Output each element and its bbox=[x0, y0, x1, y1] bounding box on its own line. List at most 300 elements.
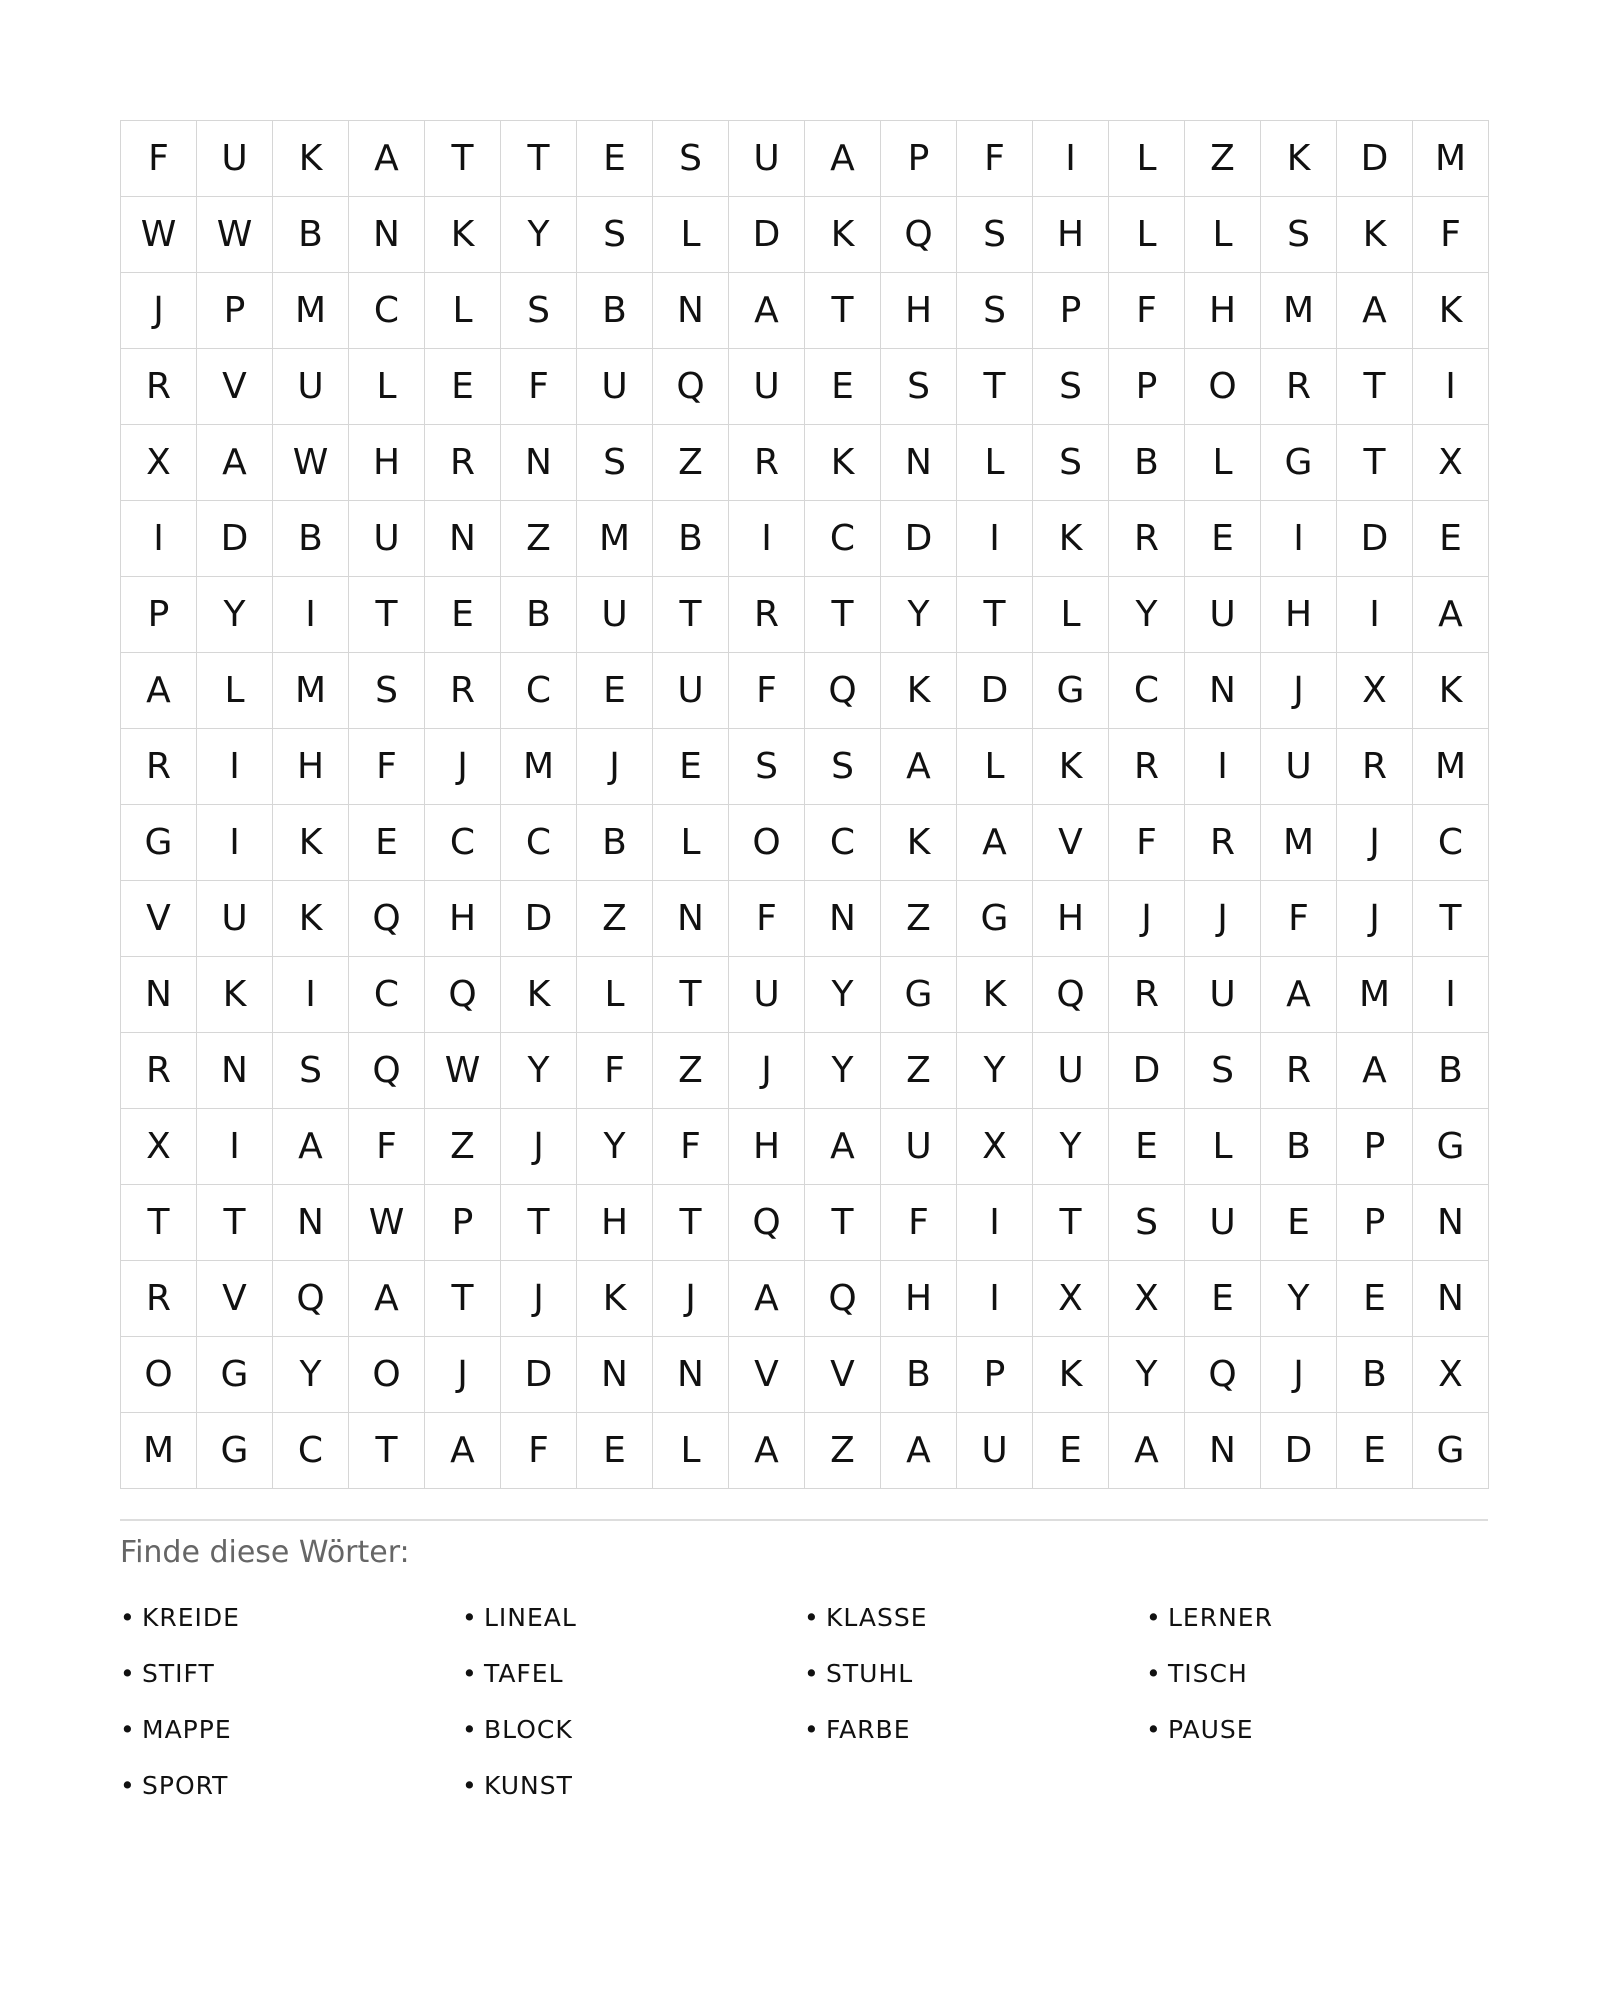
grid-cell[interactable]: C bbox=[805, 805, 881, 881]
grid-cell[interactable]: A bbox=[1337, 1033, 1413, 1109]
grid-cell[interactable]: N bbox=[121, 957, 197, 1033]
grid-cell[interactable]: N bbox=[1185, 1413, 1261, 1489]
grid-cell[interactable]: M bbox=[1413, 121, 1489, 197]
grid-cell[interactable]: G bbox=[1413, 1413, 1489, 1489]
grid-cell[interactable]: B bbox=[501, 577, 577, 653]
grid-cell[interactable]: D bbox=[881, 501, 957, 577]
grid-cell[interactable]: R bbox=[1261, 1033, 1337, 1109]
grid-cell[interactable]: E bbox=[1413, 501, 1489, 577]
grid-cell[interactable]: G bbox=[1413, 1109, 1489, 1185]
grid-cell[interactable]: Z bbox=[881, 881, 957, 957]
grid-cell[interactable]: F bbox=[1109, 273, 1185, 349]
grid-cell[interactable]: U bbox=[729, 957, 805, 1033]
grid-cell[interactable]: R bbox=[121, 1033, 197, 1109]
grid-cell[interactable]: H bbox=[577, 1185, 653, 1261]
grid-cell[interactable]: M bbox=[1261, 273, 1337, 349]
grid-cell[interactable]: S bbox=[957, 197, 1033, 273]
grid-cell[interactable]: I bbox=[957, 1185, 1033, 1261]
grid-cell[interactable]: S bbox=[881, 349, 957, 425]
grid-cell[interactable]: H bbox=[1033, 197, 1109, 273]
grid-cell[interactable]: Y bbox=[501, 1033, 577, 1109]
grid-cell[interactable]: Y bbox=[273, 1337, 349, 1413]
grid-cell[interactable]: S bbox=[349, 653, 425, 729]
grid-cell[interactable]: E bbox=[349, 805, 425, 881]
grid-cell[interactable]: A bbox=[957, 805, 1033, 881]
grid-cell[interactable]: X bbox=[121, 425, 197, 501]
grid-cell[interactable]: C bbox=[425, 805, 501, 881]
grid-cell[interactable]: F bbox=[729, 653, 805, 729]
grid-cell[interactable]: T bbox=[425, 121, 501, 197]
grid-cell[interactable]: S bbox=[273, 1033, 349, 1109]
grid-cell[interactable]: S bbox=[1033, 425, 1109, 501]
grid-cell[interactable]: N bbox=[1413, 1261, 1489, 1337]
grid-cell[interactable]: C bbox=[805, 501, 881, 577]
grid-cell[interactable]: L bbox=[425, 273, 501, 349]
grid-cell[interactable]: Z bbox=[1185, 121, 1261, 197]
grid-cell[interactable]: R bbox=[121, 729, 197, 805]
grid-cell[interactable]: A bbox=[1413, 577, 1489, 653]
grid-cell[interactable]: F bbox=[1413, 197, 1489, 273]
grid-cell[interactable]: T bbox=[1413, 881, 1489, 957]
grid-cell[interactable]: P bbox=[957, 1337, 1033, 1413]
grid-cell[interactable]: B bbox=[1413, 1033, 1489, 1109]
grid-cell[interactable]: A bbox=[273, 1109, 349, 1185]
grid-cell[interactable]: R bbox=[1185, 805, 1261, 881]
grid-cell[interactable]: J bbox=[501, 1261, 577, 1337]
grid-cell[interactable]: M bbox=[273, 273, 349, 349]
grid-cell[interactable]: C bbox=[273, 1413, 349, 1489]
grid-cell[interactable]: K bbox=[1033, 501, 1109, 577]
grid-cell[interactable]: B bbox=[273, 501, 349, 577]
grid-cell[interactable]: G bbox=[1033, 653, 1109, 729]
grid-cell[interactable]: A bbox=[349, 1261, 425, 1337]
grid-cell[interactable]: J bbox=[1337, 881, 1413, 957]
grid-cell[interactable]: E bbox=[425, 577, 501, 653]
grid-cell[interactable]: N bbox=[881, 425, 957, 501]
grid-cell[interactable]: V bbox=[197, 349, 273, 425]
grid-cell[interactable]: T bbox=[425, 1261, 501, 1337]
grid-cell[interactable]: U bbox=[1185, 1185, 1261, 1261]
grid-cell[interactable]: J bbox=[121, 273, 197, 349]
grid-cell[interactable]: F bbox=[881, 1185, 957, 1261]
grid-cell[interactable]: G bbox=[957, 881, 1033, 957]
grid-cell[interactable]: V bbox=[1033, 805, 1109, 881]
grid-cell[interactable]: R bbox=[425, 653, 501, 729]
grid-cell[interactable]: P bbox=[881, 121, 957, 197]
grid-cell[interactable]: F bbox=[501, 1413, 577, 1489]
grid-cell[interactable]: M bbox=[577, 501, 653, 577]
grid-cell[interactable]: B bbox=[577, 805, 653, 881]
grid-cell[interactable]: E bbox=[1337, 1413, 1413, 1489]
grid-cell[interactable]: R bbox=[425, 425, 501, 501]
grid-cell[interactable]: E bbox=[1033, 1413, 1109, 1489]
grid-cell[interactable]: I bbox=[1261, 501, 1337, 577]
grid-cell[interactable]: E bbox=[577, 653, 653, 729]
grid-cell[interactable]: V bbox=[121, 881, 197, 957]
grid-cell[interactable]: K bbox=[1033, 729, 1109, 805]
grid-cell[interactable]: P bbox=[1337, 1109, 1413, 1185]
grid-cell[interactable]: A bbox=[1109, 1413, 1185, 1489]
grid-cell[interactable]: T bbox=[805, 1185, 881, 1261]
grid-cell[interactable]: V bbox=[805, 1337, 881, 1413]
grid-cell[interactable]: V bbox=[197, 1261, 273, 1337]
grid-cell[interactable]: K bbox=[1337, 197, 1413, 273]
grid-cell[interactable]: K bbox=[425, 197, 501, 273]
grid-cell[interactable]: Y bbox=[1109, 577, 1185, 653]
grid-cell[interactable]: Z bbox=[653, 425, 729, 501]
grid-cell[interactable]: Y bbox=[805, 1033, 881, 1109]
grid-cell[interactable]: D bbox=[1261, 1413, 1337, 1489]
grid-cell[interactable]: U bbox=[197, 881, 273, 957]
grid-cell[interactable]: F bbox=[957, 121, 1033, 197]
grid-cell[interactable]: O bbox=[121, 1337, 197, 1413]
grid-cell[interactable]: Q bbox=[273, 1261, 349, 1337]
grid-cell[interactable]: Y bbox=[957, 1033, 1033, 1109]
grid-cell[interactable]: X bbox=[1413, 425, 1489, 501]
grid-cell[interactable]: Z bbox=[501, 501, 577, 577]
grid-cell[interactable]: F bbox=[1261, 881, 1337, 957]
grid-cell[interactable]: A bbox=[805, 1109, 881, 1185]
grid-cell[interactable]: O bbox=[349, 1337, 425, 1413]
grid-cell[interactable]: P bbox=[121, 577, 197, 653]
grid-cell[interactable]: J bbox=[729, 1033, 805, 1109]
grid-cell[interactable]: Q bbox=[349, 881, 425, 957]
grid-cell[interactable]: R bbox=[1109, 729, 1185, 805]
grid-cell[interactable]: T bbox=[805, 273, 881, 349]
grid-cell[interactable]: I bbox=[197, 729, 273, 805]
grid-cell[interactable]: Q bbox=[729, 1185, 805, 1261]
grid-cell[interactable]: U bbox=[1033, 1033, 1109, 1109]
grid-cell[interactable]: U bbox=[273, 349, 349, 425]
grid-cell[interactable]: A bbox=[729, 273, 805, 349]
grid-cell[interactable]: W bbox=[273, 425, 349, 501]
grid-cell[interactable]: S bbox=[1109, 1185, 1185, 1261]
grid-cell[interactable]: T bbox=[653, 957, 729, 1033]
grid-cell[interactable]: Y bbox=[501, 197, 577, 273]
grid-cell[interactable]: S bbox=[1185, 1033, 1261, 1109]
grid-cell[interactable]: S bbox=[501, 273, 577, 349]
grid-cell[interactable]: P bbox=[1109, 349, 1185, 425]
grid-cell[interactable]: F bbox=[501, 349, 577, 425]
grid-cell[interactable]: K bbox=[805, 425, 881, 501]
grid-cell[interactable]: E bbox=[653, 729, 729, 805]
grid-cell[interactable]: K bbox=[273, 881, 349, 957]
grid-cell[interactable]: W bbox=[197, 197, 273, 273]
grid-cell[interactable]: A bbox=[121, 653, 197, 729]
grid-cell[interactable]: J bbox=[577, 729, 653, 805]
grid-cell[interactable]: K bbox=[1413, 273, 1489, 349]
grid-cell[interactable]: Q bbox=[1033, 957, 1109, 1033]
grid-cell[interactable]: F bbox=[729, 881, 805, 957]
grid-cell[interactable]: C bbox=[1109, 653, 1185, 729]
grid-cell[interactable]: G bbox=[197, 1413, 273, 1489]
grid-cell[interactable]: E bbox=[1185, 501, 1261, 577]
grid-cell[interactable]: X bbox=[957, 1109, 1033, 1185]
grid-cell[interactable]: R bbox=[1337, 729, 1413, 805]
grid-cell[interactable]: L bbox=[1109, 197, 1185, 273]
grid-cell[interactable]: J bbox=[425, 729, 501, 805]
grid-cell[interactable]: Q bbox=[425, 957, 501, 1033]
grid-cell[interactable]: S bbox=[805, 729, 881, 805]
grid-cell[interactable]: H bbox=[729, 1109, 805, 1185]
grid-cell[interactable]: U bbox=[729, 349, 805, 425]
grid-cell[interactable]: L bbox=[957, 729, 1033, 805]
grid-cell[interactable]: J bbox=[1109, 881, 1185, 957]
grid-cell[interactable]: S bbox=[957, 273, 1033, 349]
grid-cell[interactable]: L bbox=[1185, 197, 1261, 273]
grid-cell[interactable]: E bbox=[805, 349, 881, 425]
grid-cell[interactable]: Z bbox=[881, 1033, 957, 1109]
grid-cell[interactable]: I bbox=[197, 805, 273, 881]
grid-cell[interactable]: R bbox=[729, 577, 805, 653]
grid-cell[interactable]: E bbox=[577, 1413, 653, 1489]
grid-cell[interactable]: N bbox=[425, 501, 501, 577]
grid-cell[interactable]: U bbox=[1261, 729, 1337, 805]
grid-cell[interactable]: N bbox=[501, 425, 577, 501]
grid-cell[interactable]: I bbox=[273, 957, 349, 1033]
grid-cell[interactable]: U bbox=[1185, 957, 1261, 1033]
grid-cell[interactable]: Q bbox=[349, 1033, 425, 1109]
grid-cell[interactable]: O bbox=[1185, 349, 1261, 425]
grid-cell[interactable]: B bbox=[653, 501, 729, 577]
grid-cell[interactable]: Y bbox=[805, 957, 881, 1033]
grid-cell[interactable]: R bbox=[1261, 349, 1337, 425]
grid-cell[interactable]: I bbox=[197, 1109, 273, 1185]
grid-cell[interactable]: T bbox=[501, 121, 577, 197]
grid-cell[interactable]: I bbox=[957, 1261, 1033, 1337]
grid-cell[interactable]: P bbox=[425, 1185, 501, 1261]
grid-cell[interactable]: L bbox=[1185, 425, 1261, 501]
grid-cell[interactable]: J bbox=[425, 1337, 501, 1413]
grid-cell[interactable]: Q bbox=[881, 197, 957, 273]
grid-cell[interactable]: N bbox=[1185, 653, 1261, 729]
grid-cell[interactable]: F bbox=[349, 1109, 425, 1185]
grid-cell[interactable]: R bbox=[121, 1261, 197, 1337]
grid-cell[interactable]: S bbox=[577, 197, 653, 273]
grid-cell[interactable]: U bbox=[729, 121, 805, 197]
grid-cell[interactable]: K bbox=[881, 653, 957, 729]
grid-cell[interactable]: Z bbox=[653, 1033, 729, 1109]
grid-cell[interactable]: Z bbox=[425, 1109, 501, 1185]
grid-cell[interactable]: K bbox=[805, 197, 881, 273]
grid-cell[interactable]: H bbox=[881, 273, 957, 349]
grid-cell[interactable]: B bbox=[1261, 1109, 1337, 1185]
grid-cell[interactable]: B bbox=[577, 273, 653, 349]
grid-cell[interactable]: D bbox=[957, 653, 1033, 729]
grid-cell[interactable]: A bbox=[881, 1413, 957, 1489]
grid-cell[interactable]: Y bbox=[1261, 1261, 1337, 1337]
grid-cell[interactable]: M bbox=[121, 1413, 197, 1489]
grid-cell[interactable]: G bbox=[881, 957, 957, 1033]
grid-cell[interactable]: X bbox=[1337, 653, 1413, 729]
grid-cell[interactable]: J bbox=[1185, 881, 1261, 957]
grid-cell[interactable]: Y bbox=[577, 1109, 653, 1185]
grid-cell[interactable]: H bbox=[349, 425, 425, 501]
grid-cell[interactable]: N bbox=[197, 1033, 273, 1109]
grid-cell[interactable]: M bbox=[1337, 957, 1413, 1033]
grid-cell[interactable]: E bbox=[425, 349, 501, 425]
grid-cell[interactable]: I bbox=[1413, 349, 1489, 425]
grid-cell[interactable]: H bbox=[425, 881, 501, 957]
grid-cell[interactable]: T bbox=[1337, 425, 1413, 501]
grid-cell[interactable]: I bbox=[273, 577, 349, 653]
grid-cell[interactable]: L bbox=[1185, 1109, 1261, 1185]
grid-cell[interactable]: R bbox=[1109, 501, 1185, 577]
grid-cell[interactable]: B bbox=[881, 1337, 957, 1413]
grid-cell[interactable]: Y bbox=[1033, 1109, 1109, 1185]
grid-cell[interactable]: U bbox=[197, 121, 273, 197]
grid-cell[interactable]: L bbox=[197, 653, 273, 729]
grid-cell[interactable]: I bbox=[1185, 729, 1261, 805]
grid-cell[interactable]: S bbox=[1261, 197, 1337, 273]
grid-cell[interactable]: L bbox=[577, 957, 653, 1033]
grid-cell[interactable]: L bbox=[349, 349, 425, 425]
grid-cell[interactable]: C bbox=[349, 957, 425, 1033]
grid-cell[interactable]: N bbox=[1413, 1185, 1489, 1261]
grid-cell[interactable]: O bbox=[729, 805, 805, 881]
grid-cell[interactable]: Q bbox=[1185, 1337, 1261, 1413]
grid-cell[interactable]: B bbox=[1109, 425, 1185, 501]
grid-cell[interactable]: T bbox=[957, 577, 1033, 653]
grid-cell[interactable]: L bbox=[653, 805, 729, 881]
grid-cell[interactable]: B bbox=[273, 197, 349, 273]
grid-cell[interactable]: T bbox=[957, 349, 1033, 425]
grid-cell[interactable]: K bbox=[501, 957, 577, 1033]
grid-cell[interactable]: S bbox=[1033, 349, 1109, 425]
grid-cell[interactable]: L bbox=[1033, 577, 1109, 653]
grid-cell[interactable]: C bbox=[1413, 805, 1489, 881]
grid-cell[interactable]: F bbox=[653, 1109, 729, 1185]
grid-cell[interactable]: U bbox=[349, 501, 425, 577]
grid-cell[interactable]: F bbox=[121, 121, 197, 197]
grid-cell[interactable]: K bbox=[881, 805, 957, 881]
grid-cell[interactable]: S bbox=[729, 729, 805, 805]
grid-cell[interactable]: M bbox=[1261, 805, 1337, 881]
grid-cell[interactable]: H bbox=[1261, 577, 1337, 653]
grid-cell[interactable]: W bbox=[349, 1185, 425, 1261]
grid-cell[interactable]: K bbox=[197, 957, 273, 1033]
grid-cell[interactable]: U bbox=[1185, 577, 1261, 653]
grid-cell[interactable]: A bbox=[729, 1261, 805, 1337]
grid-cell[interactable]: E bbox=[1337, 1261, 1413, 1337]
grid-cell[interactable]: W bbox=[121, 197, 197, 273]
grid-cell[interactable]: Y bbox=[197, 577, 273, 653]
grid-cell[interactable]: Q bbox=[805, 653, 881, 729]
grid-cell[interactable]: U bbox=[577, 577, 653, 653]
grid-cell[interactable]: N bbox=[653, 1337, 729, 1413]
grid-cell[interactable]: H bbox=[881, 1261, 957, 1337]
grid-cell[interactable]: I bbox=[1413, 957, 1489, 1033]
grid-cell[interactable]: C bbox=[501, 805, 577, 881]
grid-cell[interactable]: D bbox=[501, 1337, 577, 1413]
grid-cell[interactable]: K bbox=[577, 1261, 653, 1337]
grid-cell[interactable]: N bbox=[653, 273, 729, 349]
grid-cell[interactable]: F bbox=[1109, 805, 1185, 881]
grid-cell[interactable]: M bbox=[273, 653, 349, 729]
grid-cell[interactable]: C bbox=[501, 653, 577, 729]
grid-cell[interactable]: E bbox=[1185, 1261, 1261, 1337]
grid-cell[interactable]: W bbox=[425, 1033, 501, 1109]
grid-cell[interactable]: T bbox=[653, 577, 729, 653]
grid-cell[interactable]: C bbox=[349, 273, 425, 349]
grid-cell[interactable]: D bbox=[501, 881, 577, 957]
grid-cell[interactable]: J bbox=[501, 1109, 577, 1185]
grid-cell[interactable]: E bbox=[577, 121, 653, 197]
grid-cell[interactable]: Z bbox=[577, 881, 653, 957]
grid-cell[interactable]: T bbox=[653, 1185, 729, 1261]
grid-cell[interactable]: Q bbox=[805, 1261, 881, 1337]
grid-cell[interactable]: T bbox=[1033, 1185, 1109, 1261]
grid-cell[interactable]: T bbox=[805, 577, 881, 653]
grid-cell[interactable]: Q bbox=[653, 349, 729, 425]
grid-cell[interactable]: A bbox=[197, 425, 273, 501]
grid-cell[interactable]: X bbox=[1413, 1337, 1489, 1413]
grid-cell[interactable]: I bbox=[1033, 121, 1109, 197]
grid-cell[interactable]: M bbox=[501, 729, 577, 805]
grid-cell[interactable]: T bbox=[501, 1185, 577, 1261]
grid-cell[interactable]: B bbox=[1337, 1337, 1413, 1413]
grid-cell[interactable]: Z bbox=[805, 1413, 881, 1489]
grid-cell[interactable]: L bbox=[957, 425, 1033, 501]
grid-cell[interactable]: A bbox=[805, 121, 881, 197]
grid-cell[interactable]: J bbox=[1261, 653, 1337, 729]
grid-cell[interactable]: P bbox=[1337, 1185, 1413, 1261]
grid-cell[interactable]: G bbox=[121, 805, 197, 881]
grid-cell[interactable]: D bbox=[1337, 121, 1413, 197]
grid-cell[interactable]: I bbox=[121, 501, 197, 577]
grid-cell[interactable]: A bbox=[1261, 957, 1337, 1033]
grid-cell[interactable]: T bbox=[197, 1185, 273, 1261]
grid-cell[interactable]: V bbox=[729, 1337, 805, 1413]
grid-cell[interactable]: I bbox=[729, 501, 805, 577]
grid-cell[interactable]: U bbox=[577, 349, 653, 425]
grid-cell[interactable]: J bbox=[1337, 805, 1413, 881]
grid-cell[interactable]: P bbox=[1033, 273, 1109, 349]
grid-cell[interactable]: H bbox=[1185, 273, 1261, 349]
grid-cell[interactable]: A bbox=[1337, 273, 1413, 349]
grid-cell[interactable]: L bbox=[653, 197, 729, 273]
grid-cell[interactable]: R bbox=[1109, 957, 1185, 1033]
grid-cell[interactable]: E bbox=[1109, 1109, 1185, 1185]
grid-cell[interactable]: D bbox=[729, 197, 805, 273]
grid-cell[interactable]: R bbox=[729, 425, 805, 501]
grid-cell[interactable]: D bbox=[197, 501, 273, 577]
grid-cell[interactable]: T bbox=[349, 1413, 425, 1489]
grid-cell[interactable]: Y bbox=[881, 577, 957, 653]
grid-cell[interactable]: G bbox=[197, 1337, 273, 1413]
grid-cell[interactable]: X bbox=[121, 1109, 197, 1185]
grid-cell[interactable]: R bbox=[121, 349, 197, 425]
grid-cell[interactable]: K bbox=[273, 805, 349, 881]
grid-cell[interactable]: K bbox=[273, 121, 349, 197]
grid-cell[interactable]: F bbox=[349, 729, 425, 805]
grid-cell[interactable]: A bbox=[349, 121, 425, 197]
grid-cell[interactable]: F bbox=[577, 1033, 653, 1109]
grid-cell[interactable]: N bbox=[805, 881, 881, 957]
grid-cell[interactable]: U bbox=[653, 653, 729, 729]
grid-cell[interactable]: X bbox=[1109, 1261, 1185, 1337]
grid-cell[interactable]: L bbox=[653, 1413, 729, 1489]
grid-cell[interactable]: L bbox=[1109, 121, 1185, 197]
grid-cell[interactable]: A bbox=[881, 729, 957, 805]
grid-cell[interactable]: X bbox=[1033, 1261, 1109, 1337]
grid-cell[interactable]: T bbox=[1337, 349, 1413, 425]
grid-cell[interactable]: D bbox=[1337, 501, 1413, 577]
grid-cell[interactable]: E bbox=[1261, 1185, 1337, 1261]
grid-cell[interactable]: K bbox=[1033, 1337, 1109, 1413]
grid-cell[interactable]: T bbox=[121, 1185, 197, 1261]
grid-cell[interactable]: H bbox=[1033, 881, 1109, 957]
